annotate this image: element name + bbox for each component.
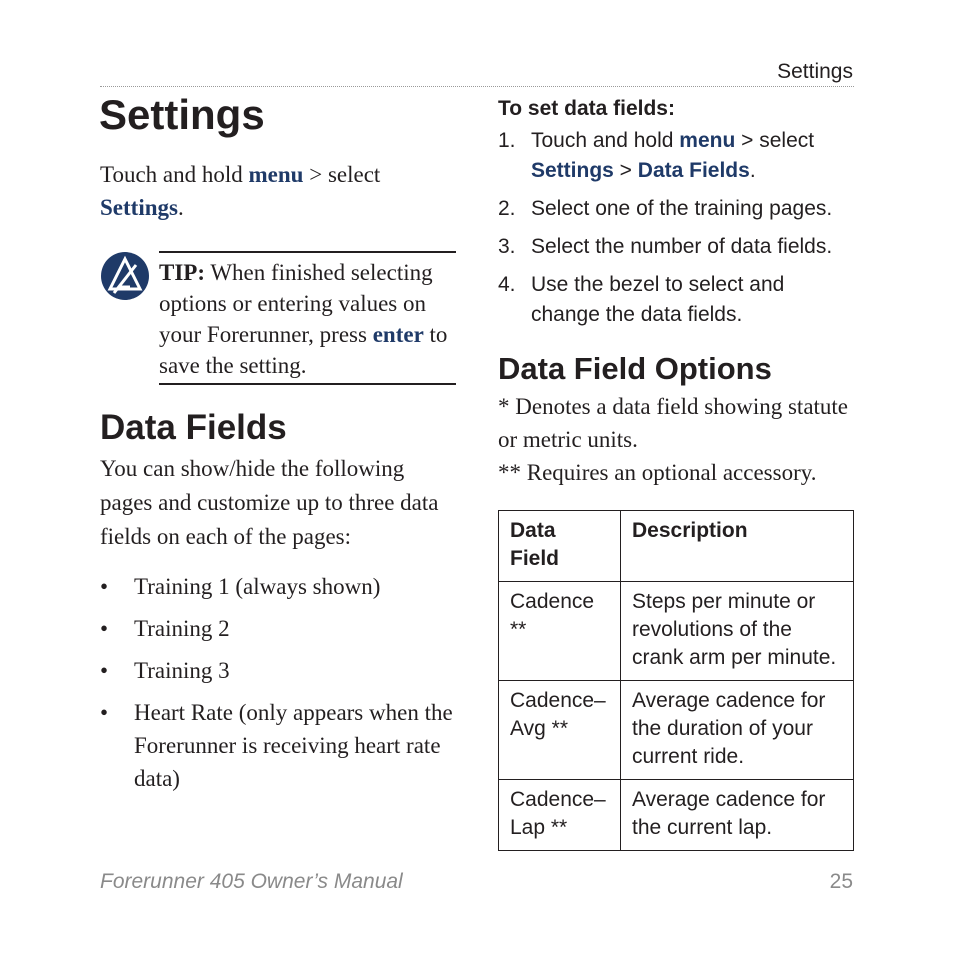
- intro-text: .: [177, 195, 184, 220]
- step-number: 3.: [498, 235, 516, 258]
- list-item: [100, 696, 456, 795]
- menu-key-label: menu: [248, 162, 304, 187]
- step-text: Select one of the training pages.: [531, 197, 833, 220]
- list-item: [100, 570, 456, 603]
- footer-manual-title: Forerunner 405 Owner’s Manual: [100, 870, 403, 893]
- table-header-row: [499, 511, 854, 582]
- settings-menu-label: Settings: [100, 195, 178, 220]
- intro-instruction: [100, 158, 430, 224]
- column-header-data-field: Data Field: [499, 511, 621, 582]
- data-field-options-table: [498, 510, 854, 851]
- step-text: Use the bezel to select and change the data fields.: [531, 273, 785, 326]
- table-cell-field: Cadence **: [499, 582, 621, 681]
- bullet: •: [100, 616, 109, 641]
- bullet: •: [100, 658, 109, 683]
- header-divider: [100, 86, 854, 87]
- data-fields-heading: Data Fields: [100, 408, 287, 447]
- list-item: [100, 654, 456, 687]
- steps-list: [498, 126, 854, 338]
- step-item: [498, 232, 854, 262]
- column-header-description: Description: [621, 511, 854, 582]
- list-item-text: Training 2: [134, 616, 230, 641]
- page-title: Settings: [99, 91, 265, 138]
- data-fields-menu-label: Data Fields: [637, 159, 750, 182]
- footer-page-number: 25: [829, 870, 853, 893]
- table-cell-description: Average cadence for the duration of your current ride.: [621, 681, 854, 780]
- bullet: •: [100, 574, 109, 599]
- table-cell-field: Cadence–Avg **: [499, 681, 621, 780]
- list-item-text: Training 1 (always shown): [134, 574, 381, 599]
- data-fields-paragraph: You can show/hide the following pages and customize up to three data fields on each of the pages:: [100, 456, 439, 549]
- intro-text: Touch and hold: [100, 162, 249, 187]
- step-item: [498, 194, 854, 224]
- data-field-options-heading: Data Field Options: [498, 351, 772, 386]
- pages-list: [100, 570, 456, 804]
- table-cell-description: Steps per minute or revolutions of the crank arm per minute.: [621, 582, 854, 681]
- note-statute-metric: * Denotes a data field showing statute or metric units.: [498, 394, 849, 452]
- tip-box: [159, 251, 456, 385]
- note-accessory: ** Requires an optional accessory.: [498, 460, 817, 485]
- menu-key-label: menu: [679, 129, 736, 152]
- tip-body: When finished selecting options or entering values on your Forerunner, press: [159, 260, 433, 347]
- enter-key-label: enter: [372, 322, 424, 347]
- list-item-text: Heart Rate (only appears when the Forerunner is receiving heart rate data): [134, 700, 453, 791]
- step-number: 1.: [498, 129, 516, 152]
- step-item: [498, 270, 854, 330]
- table-row: [499, 582, 854, 681]
- table-cell-description: Average cadence for the current lap.: [621, 780, 854, 851]
- list-item: [100, 612, 456, 645]
- tip-text: [159, 257, 456, 381]
- notes: [498, 390, 854, 489]
- step-text: >: [613, 159, 638, 182]
- intro-text: > select: [303, 162, 381, 187]
- tip-label: TIP:: [159, 260, 205, 285]
- tip-body: to save the setting.: [159, 322, 448, 378]
- settings-menu-label: Settings: [531, 159, 614, 182]
- steps-heading: To set data fields:: [498, 97, 675, 120]
- bullet: •: [100, 700, 109, 725]
- table-row: [499, 681, 854, 780]
- step-number: 4.: [498, 273, 516, 296]
- step-text: > select: [735, 129, 815, 152]
- compass-tip-icon: [100, 251, 150, 301]
- step-item: [498, 126, 854, 186]
- step-text: Select the number of data fields.: [531, 235, 833, 258]
- step-number: 2.: [498, 197, 516, 220]
- table-cell-field: Cadence–Lap **: [499, 780, 621, 851]
- list-item-text: Training 3: [134, 658, 230, 683]
- running-header: Settings: [777, 60, 853, 83]
- step-text: .: [749, 159, 756, 182]
- step-text: Touch and hold: [531, 129, 680, 152]
- table-row: [499, 780, 854, 851]
